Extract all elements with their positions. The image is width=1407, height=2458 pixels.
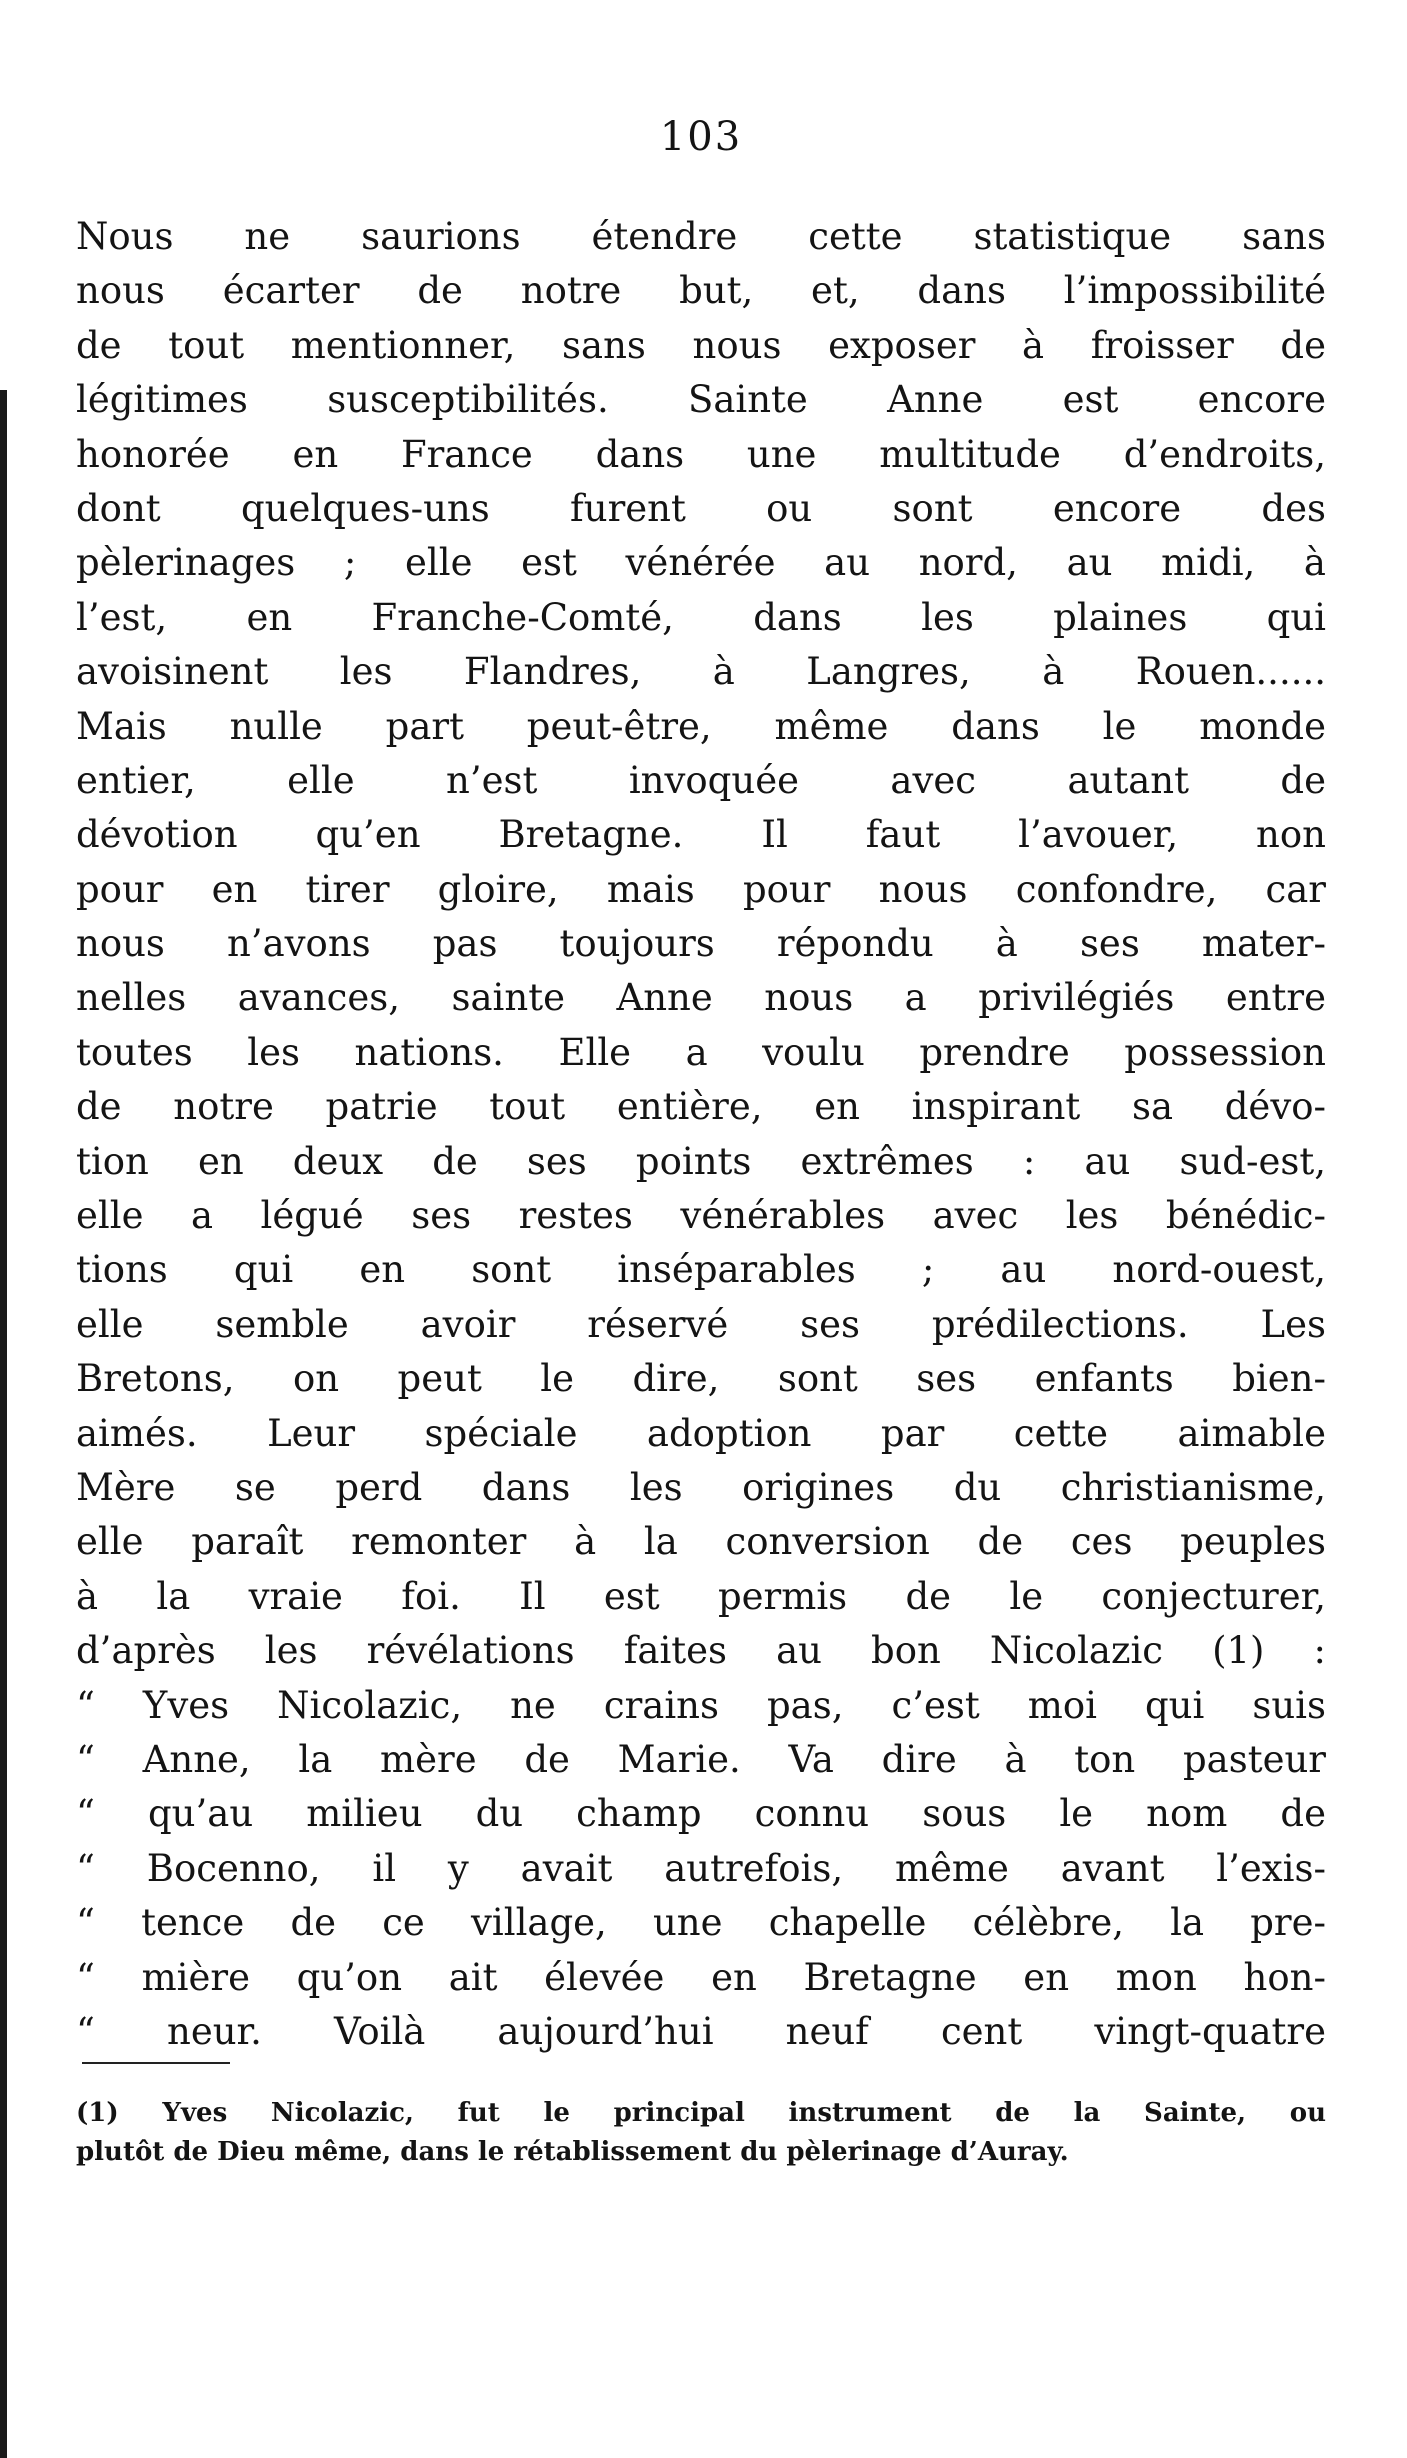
- text-line: nelles avances, sainte Anne nous a privilégiés entre: [76, 976, 1326, 1020]
- text-line: Mère se perd dans les origines du christianisme,: [76, 1465, 1326, 1509]
- text-line: dont quelques-uns furent ou sont encore des: [76, 486, 1326, 530]
- text-line: dévotion qu’en Bretagne. Il faut l’avouer, non: [76, 813, 1326, 857]
- page-binding-edge: [0, 390, 7, 2458]
- text-line: à la vraie foi. Il est permis de le conjecturer,: [76, 1574, 1326, 1618]
- text-line: “ mière qu’on ait élevée en Bretagne en mon hon-: [76, 1955, 1326, 1999]
- book-page: [76, 0, 1326, 2458]
- text-line: Nous ne saurions étendre cette statistique sans: [76, 215, 1326, 258]
- text-line: de notre patrie tout entière, en inspirant sa dévo-: [76, 1085, 1326, 1129]
- text-line: pour en tirer gloire, mais pour nous confondre, car: [76, 867, 1326, 911]
- text-line: tions qui en sont inséparables ; au nord-ouest,: [76, 1248, 1326, 1292]
- text-line: l’est, en Franche-Comté, dans les plaines qui: [76, 595, 1326, 639]
- text-line: honorée en France dans une multitude d’endroits,: [76, 432, 1326, 476]
- footnote-divider: [82, 2062, 230, 2064]
- text-line: elle a légué ses restes vénérables avec les bénédic-: [76, 1194, 1326, 1238]
- text-line: de tout mentionner, sans nous exposer à froisser de: [76, 323, 1326, 367]
- footnote-line: plutôt de Dieu même, dans le rétablissement du pèlerinage d’Auray.: [76, 2137, 1069, 2167]
- text-line: Mais nulle part peut-être, même dans le monde: [76, 704, 1326, 748]
- text-line: Bretons, on peut le dire, sont ses enfants bien-: [76, 1357, 1326, 1401]
- text-line: elle paraît remonter à la conversion de ces peuples: [76, 1520, 1326, 1564]
- text-line: légitimes susceptibilités. Sainte Anne est encore: [76, 378, 1326, 422]
- body-text: [76, 210, 1326, 2059]
- text-line: “ Bocenno, il y avait autrefois, même avant l’exis-: [76, 1846, 1326, 1890]
- text-line: toutes les nations. Elle a voulu prendre possession: [76, 1030, 1326, 1074]
- text-line: aimés. Leur spéciale adoption par cette aimable: [76, 1411, 1326, 1455]
- footnote: [76, 2094, 1326, 2172]
- text-line: d’après les révélations faites au bon Nicolazic (1) :: [76, 1629, 1326, 1673]
- text-line: “ tence de ce village, une chapelle célèbre, la pre-: [76, 1901, 1326, 1945]
- text-line: entier, elle n’est invoquée avec autant de: [76, 758, 1326, 802]
- text-line: nous écarter de notre but, et, dans l’impossibilité: [76, 269, 1326, 313]
- text-line: “ Yves Nicolazic, ne crains pas, c’est moi qui suis: [76, 1683, 1326, 1727]
- text-line: “ Anne, la mère de Marie. Va dire à ton pasteur: [76, 1737, 1326, 1781]
- text-line: “ qu’au milieu du champ connu sous le nom de: [76, 1792, 1326, 1836]
- page-number: 103: [659, 114, 743, 160]
- text-line: avoisinent les Flandres, à Langres, à Rouen......: [76, 650, 1326, 694]
- text-line: pèlerinages ; elle est vénérée au nord, au midi, à: [76, 541, 1326, 585]
- text-line: tion en deux de ses points extrêmes : au sud-est,: [76, 1139, 1326, 1183]
- text-line: nous n’avons pas toujours répondu à ses mater-: [76, 922, 1326, 966]
- text-line: “ neur. Voilà aujourd’hui neuf cent vingt-quatre: [76, 2009, 1326, 2053]
- footnote-line: (1) Yves Nicolazic, fut le principal instrument de la Sainte, ou: [76, 2098, 1326, 2128]
- text-line: elle semble avoir réservé ses prédilections. Les: [76, 1302, 1326, 1346]
